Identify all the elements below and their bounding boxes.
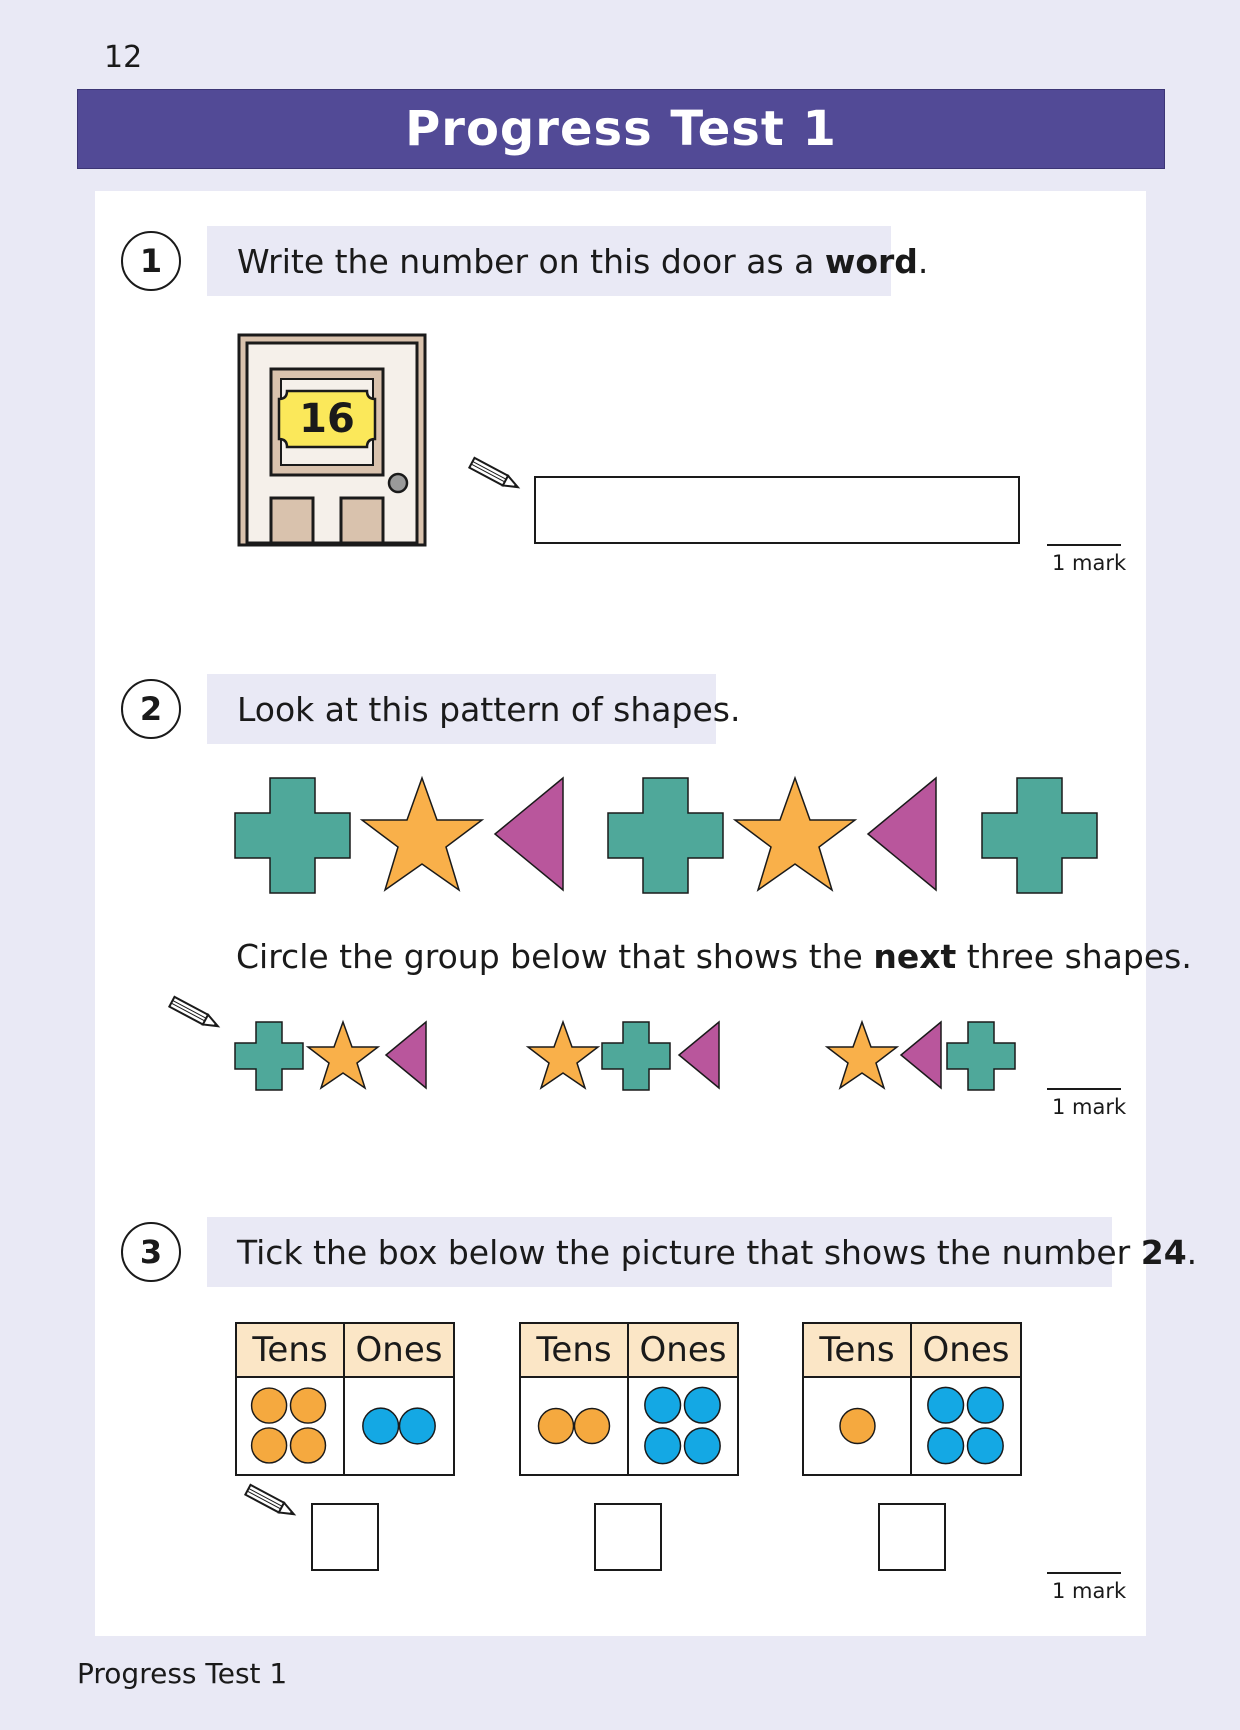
pencil-icon	[465, 459, 527, 491]
question-1-prompt	[207, 226, 929, 296]
option-group-b[interactable]	[527, 1021, 722, 1091]
tens-cell	[237, 1378, 345, 1474]
tens-cell	[804, 1378, 912, 1474]
shape-pattern	[235, 776, 1115, 896]
tens-counter	[252, 1388, 287, 1423]
question-1-prompt-bold: word	[824, 241, 918, 281]
tens-cell	[521, 1378, 629, 1474]
star-shape	[362, 778, 482, 890]
tens-counter	[574, 1408, 609, 1443]
cross-shape	[982, 778, 1097, 893]
question-2-number: 2	[121, 679, 181, 739]
triangle-shape	[868, 778, 936, 890]
tens-counters	[804, 1378, 910, 1474]
cross-shape	[235, 778, 350, 893]
question-3-number: 3	[121, 1222, 181, 1282]
question-2-instruction-end: three shapes.	[956, 937, 1192, 976]
tens-counter	[290, 1428, 325, 1463]
mark-line	[1047, 1088, 1121, 1090]
question-3-prompt	[207, 1217, 1198, 1287]
question-2-instruction-text: Circle the group below that shows the	[236, 937, 874, 976]
tens-header: Tens	[521, 1324, 629, 1378]
ones-counters	[912, 1378, 1020, 1474]
pencil-icon	[165, 998, 227, 1030]
header-bar	[77, 89, 1165, 169]
mark-label: 1 mark	[1052, 551, 1127, 575]
ones-counters	[345, 1378, 453, 1474]
worksheet	[95, 191, 1198, 1636]
question-2-instruction-bold: next	[873, 937, 957, 976]
tens-counter	[840, 1408, 875, 1443]
door-number: 16	[299, 396, 355, 442]
ones-counter	[684, 1387, 720, 1423]
tens-counters	[237, 1378, 343, 1474]
question-2-prompt: Look at this pattern of shapes.	[207, 674, 716, 744]
tens-counter	[539, 1408, 574, 1443]
star-shape	[735, 778, 855, 890]
ones-counter	[967, 1428, 1003, 1464]
ones-header: Ones	[345, 1324, 453, 1378]
ones-header: Ones	[912, 1324, 1020, 1378]
tens-counter	[290, 1388, 325, 1423]
question-1-prompt-end: .	[917, 241, 929, 281]
ones-counter	[928, 1387, 964, 1423]
place-value-chart-b	[519, 1322, 739, 1476]
tens-counter	[252, 1428, 287, 1463]
ones-counter	[363, 1408, 399, 1444]
mark-label: 1 mark	[1052, 1095, 1127, 1119]
tick-box-a[interactable]	[311, 1503, 379, 1571]
ones-cell	[629, 1378, 737, 1474]
page-title: Progress Test 1	[405, 101, 837, 157]
pencil-icon	[241, 1486, 303, 1518]
question-3-prompt-end: .	[1186, 1232, 1198, 1272]
mark-label: 1 mark	[1052, 1579, 1127, 1603]
tick-box-b[interactable]	[594, 1503, 662, 1571]
ones-cell	[345, 1378, 453, 1474]
mark-line	[1047, 1572, 1121, 1574]
ones-counter	[645, 1387, 681, 1423]
ones-cell	[912, 1378, 1020, 1474]
option-group-a[interactable]	[235, 1021, 430, 1091]
question-3-prompt-text: Tick the box below the picture that shows the number	[237, 1232, 1141, 1272]
ones-counter	[928, 1428, 964, 1464]
triangle-shape	[495, 778, 563, 890]
tens-header: Tens	[237, 1324, 345, 1378]
place-value-chart-a	[235, 1322, 455, 1476]
ones-counter	[645, 1428, 681, 1464]
tens-header: Tens	[804, 1324, 912, 1378]
footer-label: Progress Test 1	[77, 1657, 288, 1690]
mark-line	[1047, 544, 1121, 546]
place-value-chart-c	[802, 1322, 1022, 1476]
cross-shape	[608, 778, 723, 893]
question-3-prompt-bold: 24	[1140, 1232, 1187, 1272]
tens-counters	[521, 1378, 627, 1474]
option-group-c[interactable]	[826, 1021, 1026, 1091]
ones-counters	[629, 1378, 737, 1474]
answer-input-box[interactable]	[534, 476, 1020, 544]
page-number: 12	[104, 40, 143, 75]
ones-counter	[684, 1428, 720, 1464]
ones-counter	[399, 1408, 435, 1444]
question-1-prompt-text: Write the number on this door as a	[237, 241, 825, 281]
question-2-instruction	[236, 937, 1192, 976]
tick-box-c[interactable]	[878, 1503, 946, 1571]
ones-counter	[967, 1387, 1003, 1423]
ones-header: Ones	[629, 1324, 737, 1378]
question-1-number: 1	[121, 231, 181, 291]
